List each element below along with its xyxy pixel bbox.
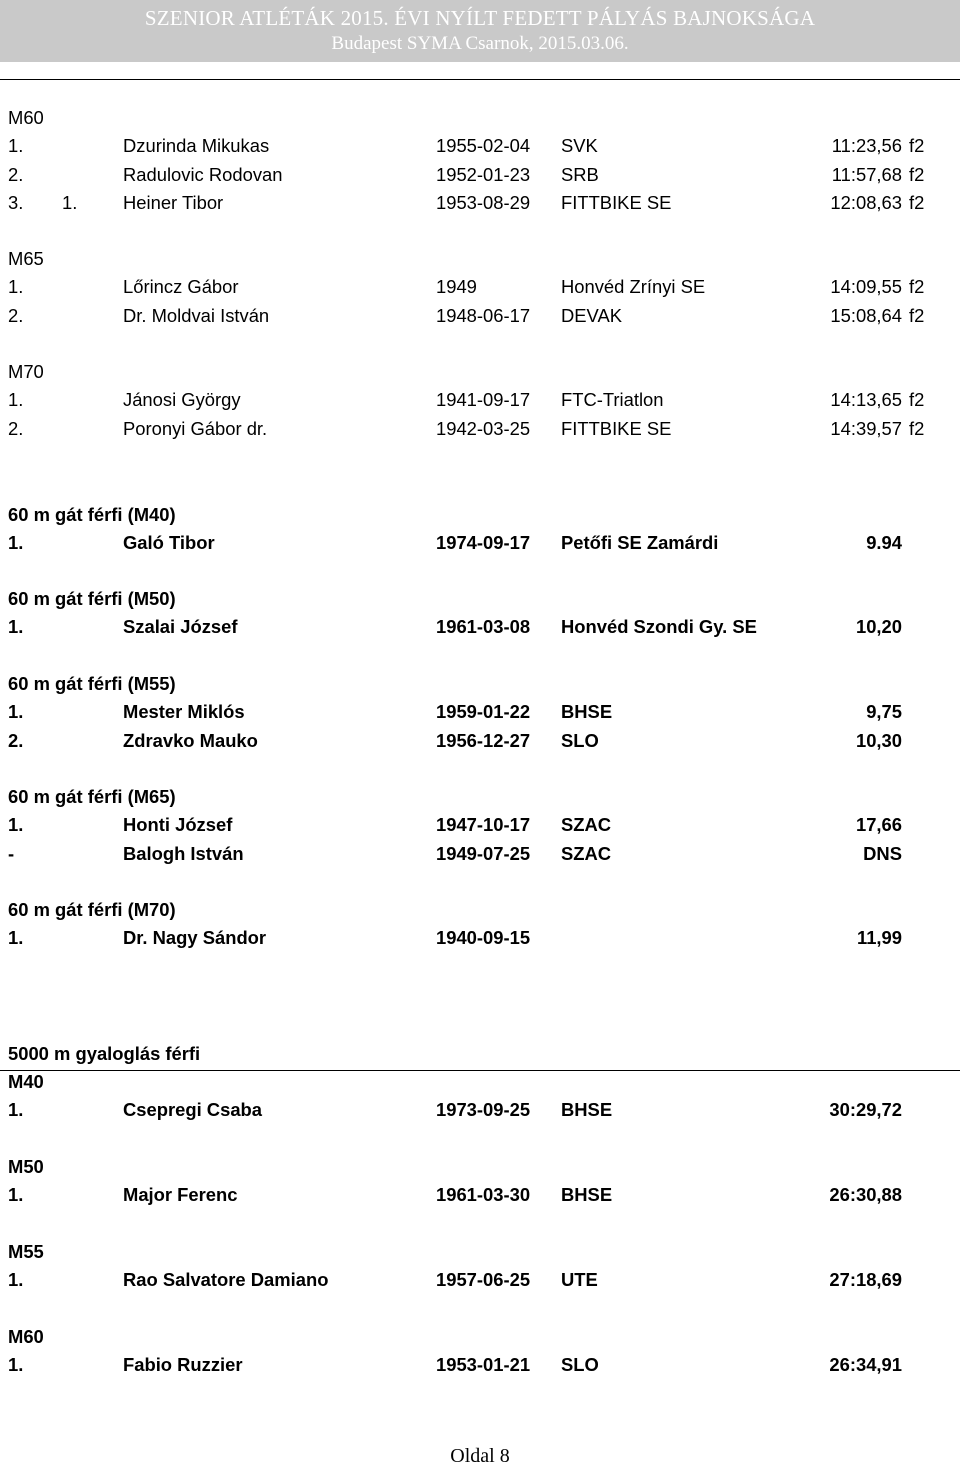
result-row — [0, 302, 960, 330]
club-cell: Honvéd Zrínyi SE — [561, 276, 706, 298]
athlete-name-cell: Balogh István — [123, 842, 244, 864]
group-title: M40 — [8, 1071, 44, 1092]
club-cell: Petőfi SE Zamárdi — [561, 532, 719, 554]
note-cell: f2 — [909, 276, 925, 298]
place-cell: 1. — [8, 927, 24, 949]
birth-date-cell: 1959-01-22 — [436, 701, 531, 723]
birth-date-cell: 1961-03-30 — [436, 1184, 531, 1206]
result-row — [0, 161, 960, 189]
result-row — [0, 698, 960, 726]
result-group — [0, 358, 960, 443]
group-title: M70 — [8, 361, 44, 382]
group-title: 60 m gát férfi (M65) — [8, 786, 176, 807]
place-cell: - — [8, 842, 15, 864]
result-time-cell: 27:18,69 — [829, 1269, 902, 1291]
birth-date-cell: 1949-07-25 — [436, 842, 531, 864]
athlete-name-cell: Szalai József — [123, 616, 238, 638]
note-cell: f2 — [909, 135, 925, 157]
result-time-cell: 26:30,88 — [829, 1184, 902, 1206]
club-cell: FITTBIKE SE — [561, 417, 672, 439]
result-row — [0, 415, 960, 443]
club-cell: BHSE — [561, 1184, 613, 1206]
place-cell: 1. — [8, 1099, 24, 1121]
birth-date-cell: 1948-06-17 — [436, 304, 531, 326]
birth-date-cell: 1961-03-08 — [436, 616, 531, 638]
birth-date-cell: 1974-09-17 — [436, 532, 531, 554]
club-cell: SRB — [561, 163, 599, 185]
sub-place-cell: 1. — [62, 192, 78, 214]
group-title: M60 — [8, 107, 44, 128]
birth-date-cell: 1952-01-23 — [436, 163, 531, 185]
club-cell: SLO — [561, 1354, 599, 1376]
athlete-name-cell: Csepregi Csaba — [123, 1099, 263, 1121]
section-title: 5000 m gyaloglás férfi — [8, 1043, 201, 1064]
result-row — [0, 613, 960, 641]
result-group — [0, 245, 960, 330]
group-title: 60 m gát férfi (M70) — [8, 899, 176, 920]
result-group — [0, 104, 960, 218]
birth-date-cell: 1942-03-25 — [436, 417, 531, 439]
birth-date-cell: 1953-01-21 — [436, 1354, 531, 1376]
athlete-name-cell: Honti József — [123, 814, 233, 836]
place-cell: 1. — [8, 276, 24, 298]
place-cell: 2. — [8, 417, 24, 439]
result-group — [0, 783, 960, 868]
result-time-cell: 14:13,65 — [830, 389, 902, 411]
athlete-name-cell: Dzurinda Mikukas — [123, 135, 270, 157]
page-number: Oldal 8 — [450, 1445, 510, 1467]
club-cell: SVK — [561, 135, 598, 157]
group-title: M50 — [8, 1156, 44, 1177]
place-cell: 1. — [8, 389, 24, 411]
athlete-name-cell: Dr. Moldvai István — [123, 304, 270, 326]
result-group — [0, 1068, 960, 1125]
result-row — [0, 1181, 960, 1209]
place-cell: 1. — [8, 532, 24, 554]
place-cell: 3. — [8, 192, 24, 214]
group-title: M55 — [8, 1241, 44, 1262]
result-row — [0, 189, 960, 217]
page-header — [0, 0, 960, 62]
place-cell: 2. — [8, 304, 24, 326]
result-row — [0, 727, 960, 755]
result-time-cell: 9,75 — [866, 701, 902, 723]
result-row — [0, 840, 960, 868]
place-cell: 1. — [8, 701, 24, 723]
club-cell: SLO — [561, 729, 599, 751]
result-time-cell: 11:57,68 — [831, 163, 902, 185]
group-title: M60 — [8, 1326, 44, 1347]
result-time-cell: 26:34,91 — [829, 1354, 902, 1376]
result-time-cell: 11:23,56 — [831, 135, 902, 157]
note-cell: f2 — [909, 417, 925, 439]
result-time-cell: 17,66 — [855, 814, 902, 836]
result-time-cell: 12:08,63 — [830, 192, 902, 214]
birth-date-cell: 1957-06-25 — [436, 1269, 531, 1291]
note-cell: f2 — [909, 192, 925, 214]
result-time-cell: 14:39,57 — [830, 417, 902, 439]
result-row — [0, 1096, 960, 1124]
result-time-cell: 15:08,64 — [830, 304, 902, 326]
result-row — [0, 1266, 960, 1294]
athlete-name-cell: Lőrincz Gábor — [123, 276, 239, 298]
club-cell: BHSE — [561, 1099, 613, 1121]
athlete-name-cell: Fabio Ruzzier — [123, 1354, 243, 1376]
group-title: M65 — [8, 248, 44, 269]
group-title: 60 m gát férfi (M50) — [8, 588, 176, 609]
athlete-name-cell: Zdravko Mauko — [123, 729, 258, 751]
result-group — [0, 670, 960, 755]
result-time-cell: DNS — [863, 842, 902, 864]
birth-date-cell: 1973-09-25 — [436, 1099, 531, 1121]
result-time-cell: 30:29,72 — [829, 1099, 902, 1121]
result-row — [0, 132, 960, 160]
club-cell: UTE — [561, 1269, 598, 1291]
result-group — [0, 1153, 960, 1210]
result-row — [0, 811, 960, 839]
result-time-cell: 10,20 — [855, 616, 902, 638]
result-row — [0, 1351, 960, 1379]
club-cell: FTC-Triatlon — [561, 389, 664, 411]
club-cell: Honvéd Szondi Gy. SE — [561, 616, 757, 638]
note-cell: f2 — [909, 304, 925, 326]
note-cell: f2 — [909, 389, 925, 411]
athlete-name-cell: Jánosi György — [123, 389, 241, 411]
result-group — [0, 1323, 960, 1380]
birth-date-cell: 1956-12-27 — [436, 729, 531, 751]
place-cell: 1. — [8, 1184, 24, 1206]
place-cell: 1. — [8, 1269, 24, 1291]
note-cell: f2 — [909, 163, 925, 185]
result-time-cell: 9.94 — [866, 532, 902, 554]
result-group — [0, 585, 960, 642]
document-title: SZENIOR ATLÉTÁK 2015. ÉVI NYÍLT FEDETT PÁLYÁS BAJNOKSÁGA — [144, 6, 816, 30]
result-group — [0, 501, 960, 558]
document-subtitle: Budapest SYMA Csarnok, 2015.03.06. — [331, 33, 629, 54]
athlete-name-cell: Mester Miklós — [123, 701, 245, 723]
place-cell: 2. — [8, 163, 24, 185]
result-row — [0, 273, 960, 301]
athlete-name-cell: Heiner Tibor — [123, 192, 224, 214]
athlete-name-cell: Poronyi Gábor dr. — [123, 417, 268, 439]
athlete-name-cell: Rao Salvatore Damiano — [123, 1269, 329, 1291]
result-row — [0, 924, 960, 952]
place-cell: 2. — [8, 729, 24, 751]
result-group — [0, 1238, 960, 1295]
result-time-cell: 10,30 — [855, 729, 902, 751]
club-cell: SZAC — [561, 814, 612, 836]
club-cell: DEVAK — [561, 304, 622, 326]
group-title: 60 m gát férfi (M55) — [8, 673, 176, 694]
result-time-cell: 11,99 — [856, 927, 902, 949]
athlete-name-cell: Major Ferenc — [123, 1184, 238, 1206]
athlete-name-cell: Dr. Nagy Sándor — [123, 927, 267, 949]
result-time-cell: 14:09,55 — [830, 276, 902, 298]
result-row — [0, 386, 960, 414]
birth-date-cell: 1949 — [436, 276, 477, 298]
birth-date-cell: 1953-08-29 — [436, 192, 531, 214]
birth-date-cell: 1955-02-04 — [436, 135, 531, 157]
club-cell: BHSE — [561, 701, 613, 723]
club-cell: SZAC — [561, 842, 612, 864]
athlete-name-cell: Galó Tibor — [123, 532, 215, 554]
result-row — [0, 529, 960, 557]
result-group — [0, 896, 960, 953]
group-title: 60 m gát férfi (M40) — [8, 504, 176, 525]
athlete-name-cell: Radulovic Rodovan — [123, 163, 283, 185]
club-cell: FITTBIKE SE — [561, 192, 672, 214]
birth-date-cell: 1947-10-17 — [436, 814, 531, 836]
place-cell: 1. — [8, 814, 24, 836]
place-cell: 1. — [8, 616, 24, 638]
place-cell: 1. — [8, 1354, 24, 1376]
place-cell: 1. — [8, 135, 24, 157]
header-rule — [0, 79, 960, 80]
birth-date-cell: 1940-09-15 — [436, 927, 531, 949]
birth-date-cell: 1941-09-17 — [436, 389, 531, 411]
